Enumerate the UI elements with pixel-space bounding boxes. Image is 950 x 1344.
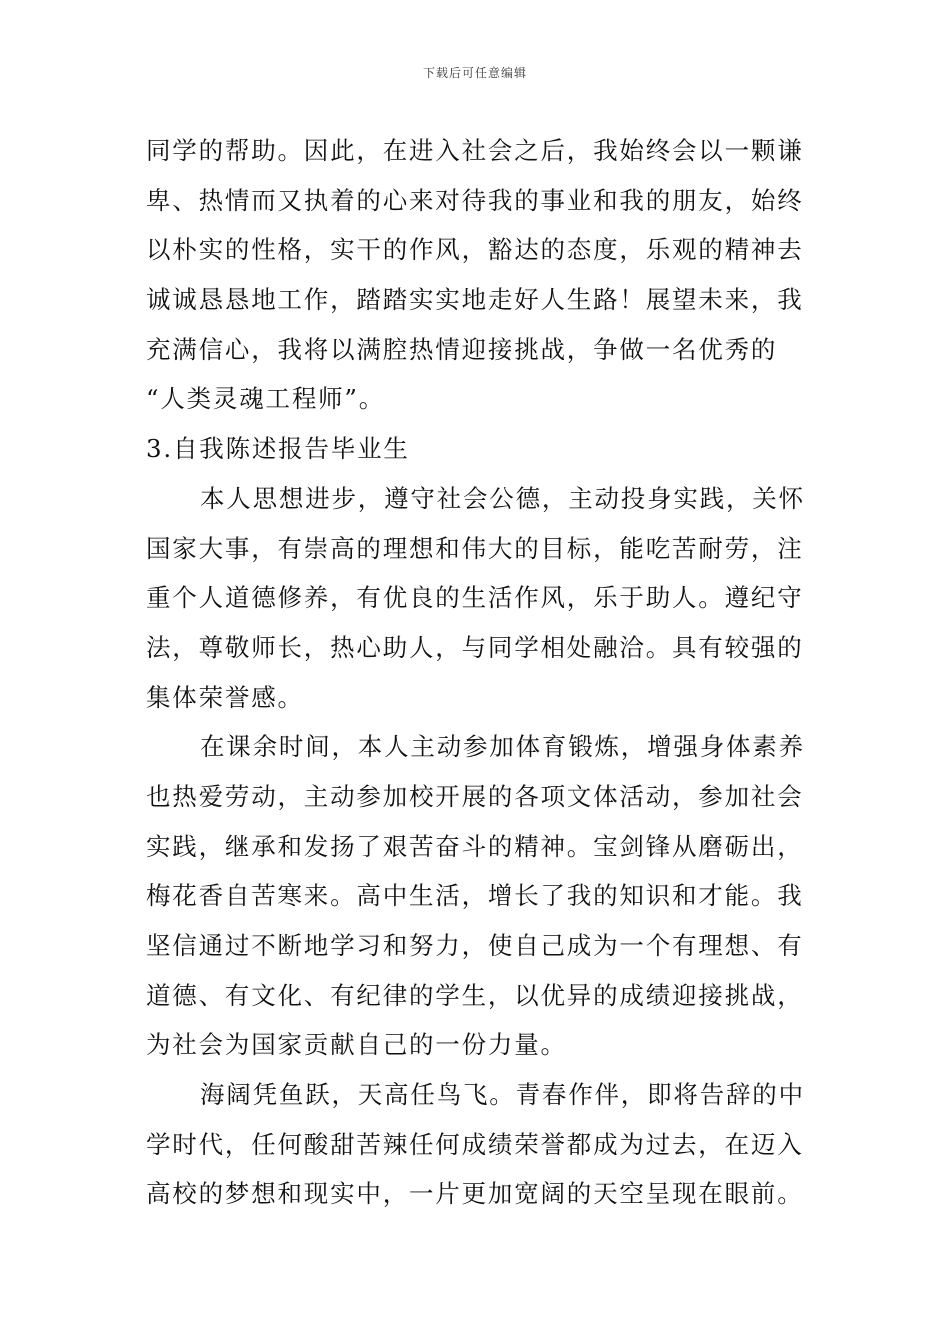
text-line: 集体荣誉感。 [146, 682, 304, 712]
text-line: 实践，继承和发扬了艰苦奋斗的精神。宝剑锋从磨砺出， [146, 831, 804, 861]
document-body [146, 128, 810, 1221]
text-line: 梅花香自苦寒来。高中生活，增长了我的知识和才能。我 [146, 881, 804, 911]
page-header: 下载后可任意编辑 [422, 66, 527, 80]
text-line: 学时代，任何酸甜苦辣任何成绩荣誉都成为过去，在迈入 [146, 1129, 804, 1159]
text-line: 同学的帮助。因此，在进入社会之后，我始终会以一颗谦 [146, 136, 804, 165]
paragraph-start: 本人思想进步，遵守社会公德，主动投身实践，关怀 [200, 483, 805, 513]
text-line: 道德、有文化、有纪律的学生，以优异的成绩迎接挑战， [146, 980, 804, 1010]
text-line: 以朴实的性格，实干的作风，豁达的态度，乐观的精神去 [146, 235, 804, 265]
section-heading: 3.自我陈述报告毕业生 [146, 434, 410, 464]
text-line: 为社会为国家贡献自己的一份力量。 [146, 1030, 567, 1060]
paragraph-start: 海阔凭鱼跃，天高任鸟飞。青春作伴，即将告辞的中 [200, 1080, 805, 1110]
text-line: 诚诚恳恳地工作，踏踏实实地走好人生路！展望未来，我 [146, 285, 804, 315]
text-line: 重个人道德修养，有优良的生活作风，乐于助人。遵纪守 [146, 583, 804, 613]
text-line: 国家大事，有崇高的理想和伟大的目标，能吃苦耐劳，注 [146, 533, 804, 563]
paragraph-start: 在课余时间，本人主动参加体育锻炼，增强身体素养 [200, 732, 805, 762]
text-line: 法，尊敬师长，热心助人，与同学相处融洽。具有较强的 [146, 632, 804, 662]
text-line: 卑、热情而又执着的心来对待我的事业和我的朋友，始终 [146, 185, 804, 215]
text-line: 坚信通过不断地学习和努力，使自己成为一个有理想、有 [146, 931, 804, 960]
text-line: 也热爱劳动，主动参加校开展的各项文体活动，参加社会 [146, 781, 804, 811]
text-line: 高校的梦想和现实中，一片更加宽阔的天空呈现在眼前。 [146, 1179, 804, 1209]
text-line: 充满信心，我将以满腔热情迎接挑战，争做一名优秀的 [146, 334, 778, 364]
text-line: “人类灵魂工程师”。 [146, 384, 386, 414]
